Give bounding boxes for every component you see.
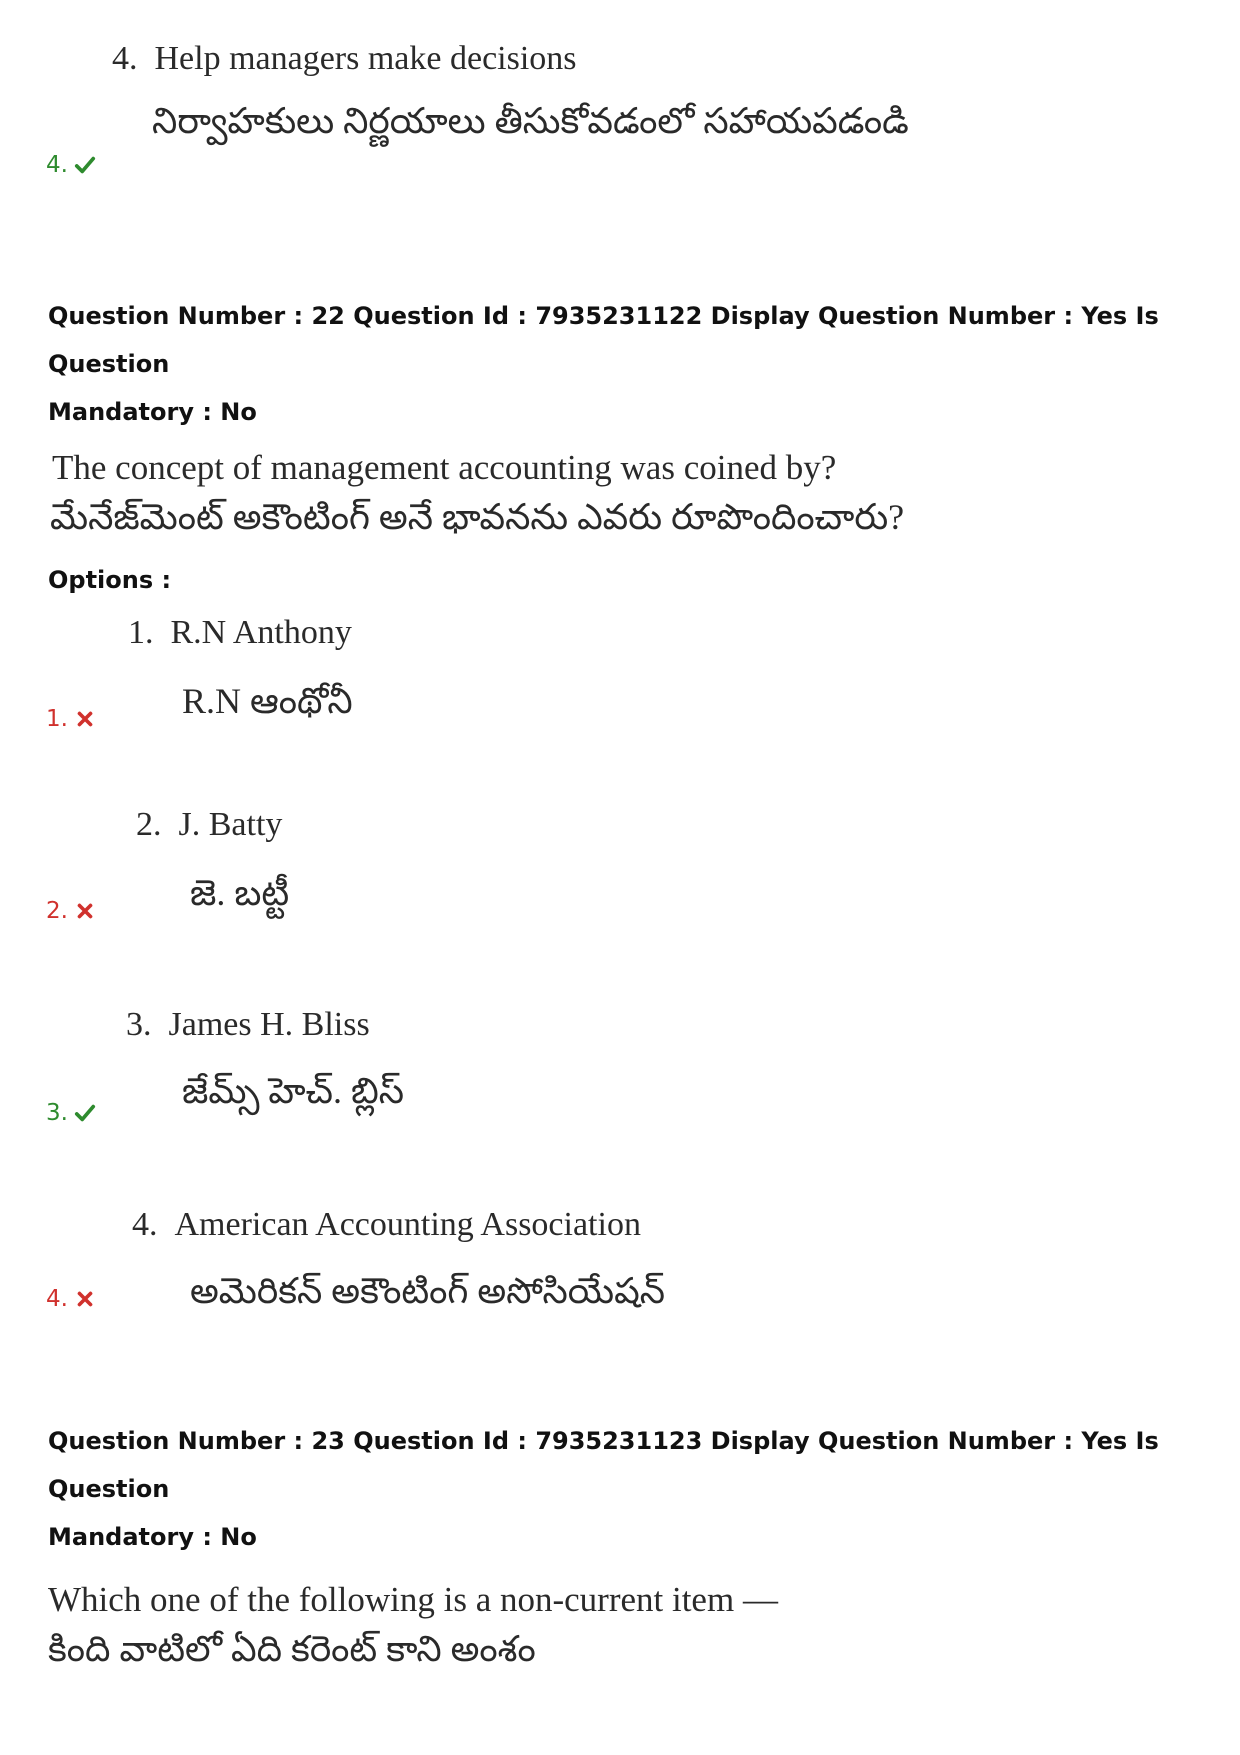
q22-text-telugu: మేనేజ్‌మెంట్ అకౌంటింగ్ అనే భావనను ఎవరు రూపొందించారు? bbox=[50, 497, 905, 537]
q22-option-4-marker-label: 4. bbox=[46, 1286, 68, 1312]
q22-text-english: The concept of management accounting was coined by? bbox=[52, 448, 837, 487]
q22-option-2-telugu: జె. బట్టీ bbox=[190, 873, 290, 913]
cross-icon bbox=[74, 900, 96, 922]
q22-option-2-marker bbox=[46, 898, 96, 924]
q23-header-line1: Question Number : 23 Question Id : 7935231123 Display Question Number : Yes Is Question bbox=[48, 1427, 1159, 1503]
q22-options-label: Options : bbox=[48, 566, 172, 594]
q22-option-2-english bbox=[136, 806, 282, 844]
cross-icon bbox=[74, 1288, 96, 1310]
q23-text-telugu: కింది వాటిలో ఏది కరెంట్ కాని అంశం bbox=[48, 1629, 536, 1669]
q22-option-3-telugu: జేమ్స్ హెచ్. బ్లిస్ bbox=[182, 1071, 405, 1111]
check-icon bbox=[74, 154, 96, 176]
q22-option-2-text: J. Batty bbox=[178, 806, 283, 843]
q22-option-3-marker bbox=[46, 1100, 96, 1126]
q22-option-1-text: R.N Anthony bbox=[170, 614, 352, 651]
q22-option-3-marker-label: 3. bbox=[46, 1100, 68, 1126]
q22-option-3-number: 3. bbox=[126, 1006, 152, 1043]
prev-option-english bbox=[112, 40, 577, 78]
prev-option-marker bbox=[46, 152, 96, 178]
check-icon bbox=[74, 1102, 96, 1124]
q22-option-2-number: 2. bbox=[136, 806, 162, 843]
q22-option-3-english bbox=[126, 1006, 370, 1044]
q23-text-english: Which one of the following is a non-current item — bbox=[48, 1580, 778, 1619]
cross-icon bbox=[74, 708, 96, 730]
q22-header bbox=[48, 292, 1198, 436]
q22-option-3-text: James H. Bliss bbox=[168, 1006, 370, 1043]
q22-option-4-number: 4. bbox=[132, 1206, 158, 1243]
q22-option-4-marker bbox=[46, 1286, 96, 1312]
q22-option-1-telugu: R.N ఆంథోనీ bbox=[182, 681, 353, 721]
q22-option-4-telugu: అమెరికన్ అకౌంటింగ్ అసోసియేషన్ bbox=[190, 1271, 666, 1311]
q22-header-line1: Question Number : 22 Question Id : 7935231122 Display Question Number : Yes Is Question bbox=[48, 302, 1159, 378]
q22-option-4-english bbox=[132, 1206, 641, 1244]
q22-option-1-english bbox=[128, 614, 352, 652]
q23-header bbox=[48, 1417, 1198, 1561]
q22-option-2-marker-label: 2. bbox=[46, 898, 68, 924]
prev-option-telugu: నిర్వాహకులు నిర్ణయాలు తీసుకోవడంలో సహాయపడండి bbox=[152, 101, 909, 141]
q22-option-1-marker bbox=[46, 706, 96, 732]
q23-header-line2: Mandatory : No bbox=[48, 1523, 257, 1551]
q22-header-line2: Mandatory : No bbox=[48, 398, 257, 426]
q22-option-1-marker-label: 1. bbox=[46, 706, 68, 732]
q22-option-1-number: 1. bbox=[128, 614, 154, 651]
prev-option-marker-label: 4. bbox=[46, 152, 68, 178]
prev-option-number: 4. bbox=[112, 40, 138, 77]
prev-option-english-text: Help managers make decisions bbox=[154, 40, 577, 77]
q22-option-4-text: American Accounting Association bbox=[174, 1206, 641, 1243]
